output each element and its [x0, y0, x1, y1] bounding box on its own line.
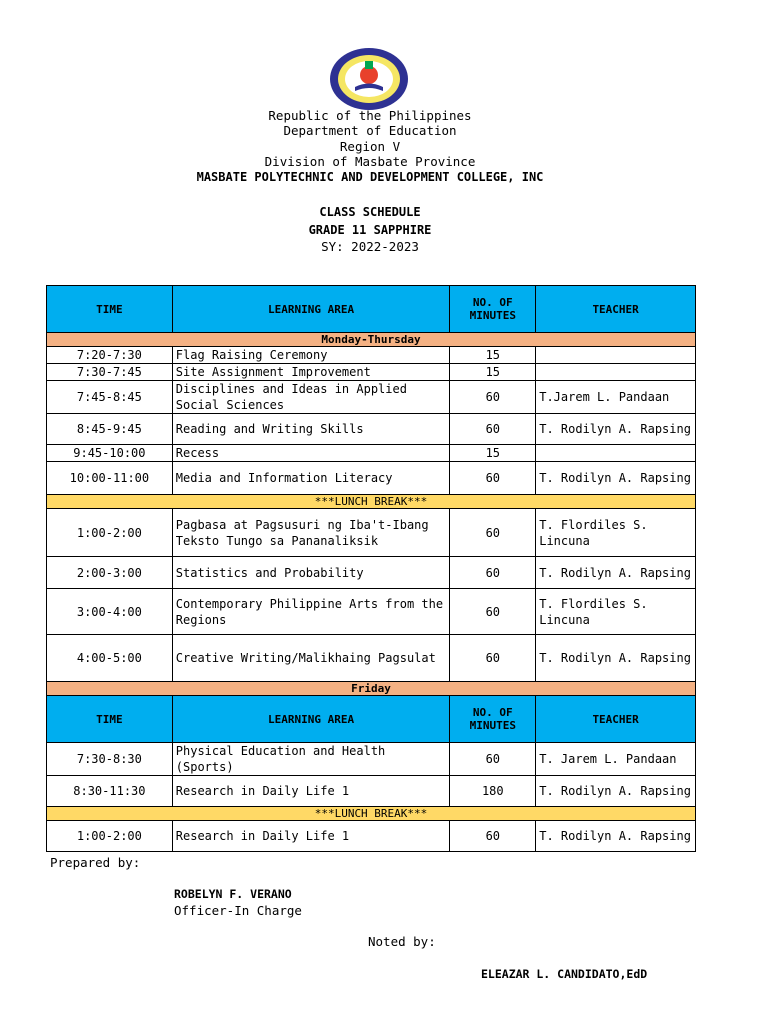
- learning-area-cell: Site Assignment Improvement: [172, 364, 450, 381]
- time-cell: 1:00-2:00: [47, 821, 173, 852]
- teacher-cell: T. Rodilyn A. Rapsing: [536, 414, 696, 445]
- header-minutes: NO. OF MINUTES: [450, 696, 536, 743]
- time-cell: 1:00-2:00: [47, 509, 173, 557]
- learning-area-cell: Physical Education and Health (Sports): [172, 743, 450, 776]
- minutes-cell: 60: [450, 509, 536, 557]
- teacher-cell: T. Rodilyn A. Rapsing: [536, 557, 696, 589]
- teacher-cell: T. Flordiles S. Lincuna: [536, 509, 696, 557]
- school-year: SY: 2022-2023: [321, 239, 419, 254]
- header-minutes: NO. OF MINUTES: [450, 286, 536, 333]
- teacher-cell: T. Jarem L. Pandaan: [536, 743, 696, 776]
- header-region: Region V: [339, 139, 401, 154]
- table-row: [47, 821, 696, 852]
- learning-area-cell: Creative Writing/Malikhaing Pagsulat: [172, 635, 450, 682]
- table-row: [47, 462, 696, 495]
- table-row: [47, 414, 696, 445]
- learning-area-cell: Research in Daily Life 1: [172, 776, 450, 807]
- header-department: Department of Education: [283, 123, 457, 138]
- minutes-cell: 60: [450, 414, 536, 445]
- school-seal-logo: [329, 47, 409, 111]
- table-row: [47, 381, 696, 414]
- table-row: [47, 347, 696, 364]
- header-teacher: TEACHER: [536, 286, 696, 333]
- time-cell: 3:00-4:00: [47, 589, 173, 635]
- minutes-cell: 60: [450, 557, 536, 589]
- section-name: GRADE 11 SAPPHIRE: [308, 223, 432, 237]
- schedule-table: [46, 285, 696, 852]
- table-row: [47, 445, 696, 462]
- learning-area-cell: Contemporary Philippine Arts from the Regions: [172, 589, 450, 635]
- learning-area-cell: Media and Information Literacy: [172, 462, 450, 495]
- day-label-monday-thursday-row: [47, 333, 696, 347]
- table-row: [47, 557, 696, 589]
- table-row: [47, 589, 696, 635]
- table-row: [47, 776, 696, 807]
- minutes-cell: 15: [450, 445, 536, 462]
- teacher-cell: T. Rodilyn A. Rapsing: [536, 776, 696, 807]
- lunch-break-label-friday-row: [47, 807, 696, 821]
- teacher-cell: [536, 347, 696, 364]
- header-republic: Republic of the Philippines: [268, 108, 472, 123]
- table-header-row: [47, 696, 696, 743]
- time-cell: 8:30-11:30: [47, 776, 173, 807]
- lunch-break-label-row: [47, 495, 696, 509]
- learning-area-cell: Research in Daily Life 1: [172, 821, 450, 852]
- learning-area-cell: Reading and Writing Skills: [172, 414, 450, 445]
- time-cell: 7:30-7:45: [47, 364, 173, 381]
- header-time: TIME: [47, 696, 173, 743]
- day-label-monday-thursday: Monday-Thursday: [47, 333, 696, 347]
- teacher-cell: [536, 364, 696, 381]
- minutes-cell: 60: [450, 635, 536, 682]
- prepared-by-title: Officer-In Charge: [174, 903, 302, 918]
- day-label-friday: Friday: [47, 682, 696, 696]
- time-cell: 10:00-11:00: [47, 462, 173, 495]
- prepared-by-label: Prepared by:: [50, 855, 141, 870]
- lunch-break-label-friday: ***LUNCH BREAK***: [47, 807, 696, 821]
- table-row: [47, 743, 696, 776]
- prepared-by-name: ROBELYN F. VERANO: [174, 887, 292, 901]
- table-row: [47, 509, 696, 557]
- table-row: [47, 364, 696, 381]
- time-cell: 4:00-5:00: [47, 635, 173, 682]
- time-cell: 7:45-8:45: [47, 381, 173, 414]
- time-cell: 7:20-7:30: [47, 347, 173, 364]
- minutes-cell: 60: [450, 381, 536, 414]
- minutes-cell: 60: [450, 589, 536, 635]
- school-name: MASBATE POLYTECHNIC AND DEVELOPMENT COLLEGE, INC: [196, 170, 544, 184]
- document-title: CLASS SCHEDULE: [319, 205, 421, 219]
- table-row: [47, 635, 696, 682]
- teacher-cell: T. Rodilyn A. Rapsing: [536, 821, 696, 852]
- header-time: TIME: [47, 286, 173, 333]
- learning-area-cell: Disciplines and Ideas in Applied Social Sciences: [172, 381, 450, 414]
- teacher-cell: T. Rodilyn A. Rapsing: [536, 462, 696, 495]
- time-cell: 2:00-3:00: [47, 557, 173, 589]
- teacher-cell: T. Flordiles S. Lincuna: [536, 589, 696, 635]
- teacher-cell: T. Rodilyn A. Rapsing: [536, 635, 696, 682]
- minutes-cell: 15: [450, 364, 536, 381]
- learning-area-cell: Pagbasa at Pagsusuri ng Iba't-Ibang Teksto Tungo sa Pananaliksik: [172, 509, 450, 557]
- lunch-break-label: ***LUNCH BREAK***: [47, 495, 696, 509]
- minutes-cell: 180: [450, 776, 536, 807]
- minutes-cell: 60: [450, 821, 536, 852]
- learning-area-cell: Flag Raising Ceremony: [172, 347, 450, 364]
- header-learning-area: LEARNING AREA: [172, 286, 450, 333]
- noted-by-name: ELEAZAR L. CANDIDATO,EdD: [481, 967, 648, 981]
- time-cell: 9:45-10:00: [47, 445, 173, 462]
- minutes-cell: 60: [450, 743, 536, 776]
- teacher-cell: T.Jarem L. Pandaan: [536, 381, 696, 414]
- time-cell: 8:45-9:45: [47, 414, 173, 445]
- table-header-row: [47, 286, 696, 333]
- learning-area-cell: Recess: [172, 445, 450, 462]
- teacher-cell: [536, 445, 696, 462]
- noted-by-label: Noted by:: [368, 934, 436, 949]
- header-division: Division of Masbate Province: [264, 154, 476, 169]
- minutes-cell: 15: [450, 347, 536, 364]
- day-label-friday-row: [47, 682, 696, 696]
- header-learning-area: LEARNING AREA: [172, 696, 450, 743]
- time-cell: 7:30-8:30: [47, 743, 173, 776]
- learning-area-cell: Statistics and Probability: [172, 557, 450, 589]
- header-teacher: TEACHER: [536, 696, 696, 743]
- minutes-cell: 60: [450, 462, 536, 495]
